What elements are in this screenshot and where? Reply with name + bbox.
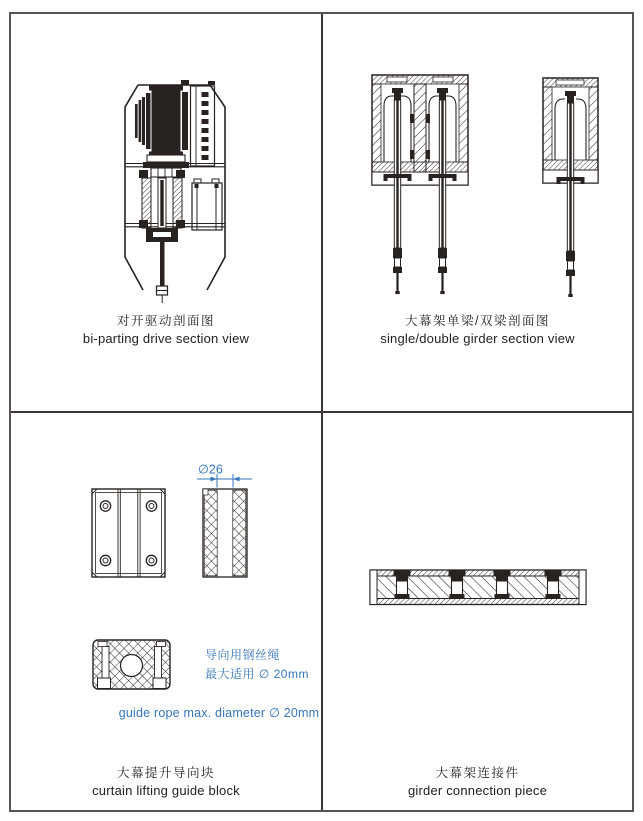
girder-sections-drawing [360,60,610,305]
guide-block-top-view [93,640,170,689]
guide-block-front-view [92,489,165,577]
caption-zh: 大幕架单梁/双梁剖面图 [405,314,550,328]
caption-en: bi-parting drive section view [82,331,250,346]
side-bracket [192,179,222,230]
caption-connection-piece [323,765,632,799]
caption-guide-block [11,765,321,799]
guide-rope-note-zh-line1: 导向用钢丝绳 [205,648,281,662]
caption-en: curtain lifting guide block [92,783,240,798]
caption-girder-sections [323,313,632,347]
lifting-column [139,170,185,303]
caption-en: single/double girder section view [380,331,575,346]
connection-piece-drawing [360,564,600,616]
horizontal-divider [11,411,632,413]
motor-assembly [135,80,215,166]
diameter-dimension [197,463,252,488]
caption-zh: 大幕架连接件 [435,766,520,780]
single-girder-section [543,78,598,297]
caption-zh: 对开驱动剖面图 [116,314,215,328]
guide-rope-note-zh-line2: 最大适用 ∅ 20mm [205,667,309,681]
caption-en: girder connection piece [407,783,548,798]
caption-zh: 大幕提升导向块 [116,766,215,780]
bi-parting-drive-drawing [100,50,250,305]
guide-block-side-view [203,489,247,577]
double-girder-section [372,75,468,294]
guide-rope-note-en: guide rope max. diameter ∅ 20mm [118,706,320,720]
page-border [9,12,634,812]
caption-bi-parting-drive [11,313,321,347]
diameter-dim-label: ∅26 [198,462,223,477]
guide-rope-note-zh [205,646,309,684]
